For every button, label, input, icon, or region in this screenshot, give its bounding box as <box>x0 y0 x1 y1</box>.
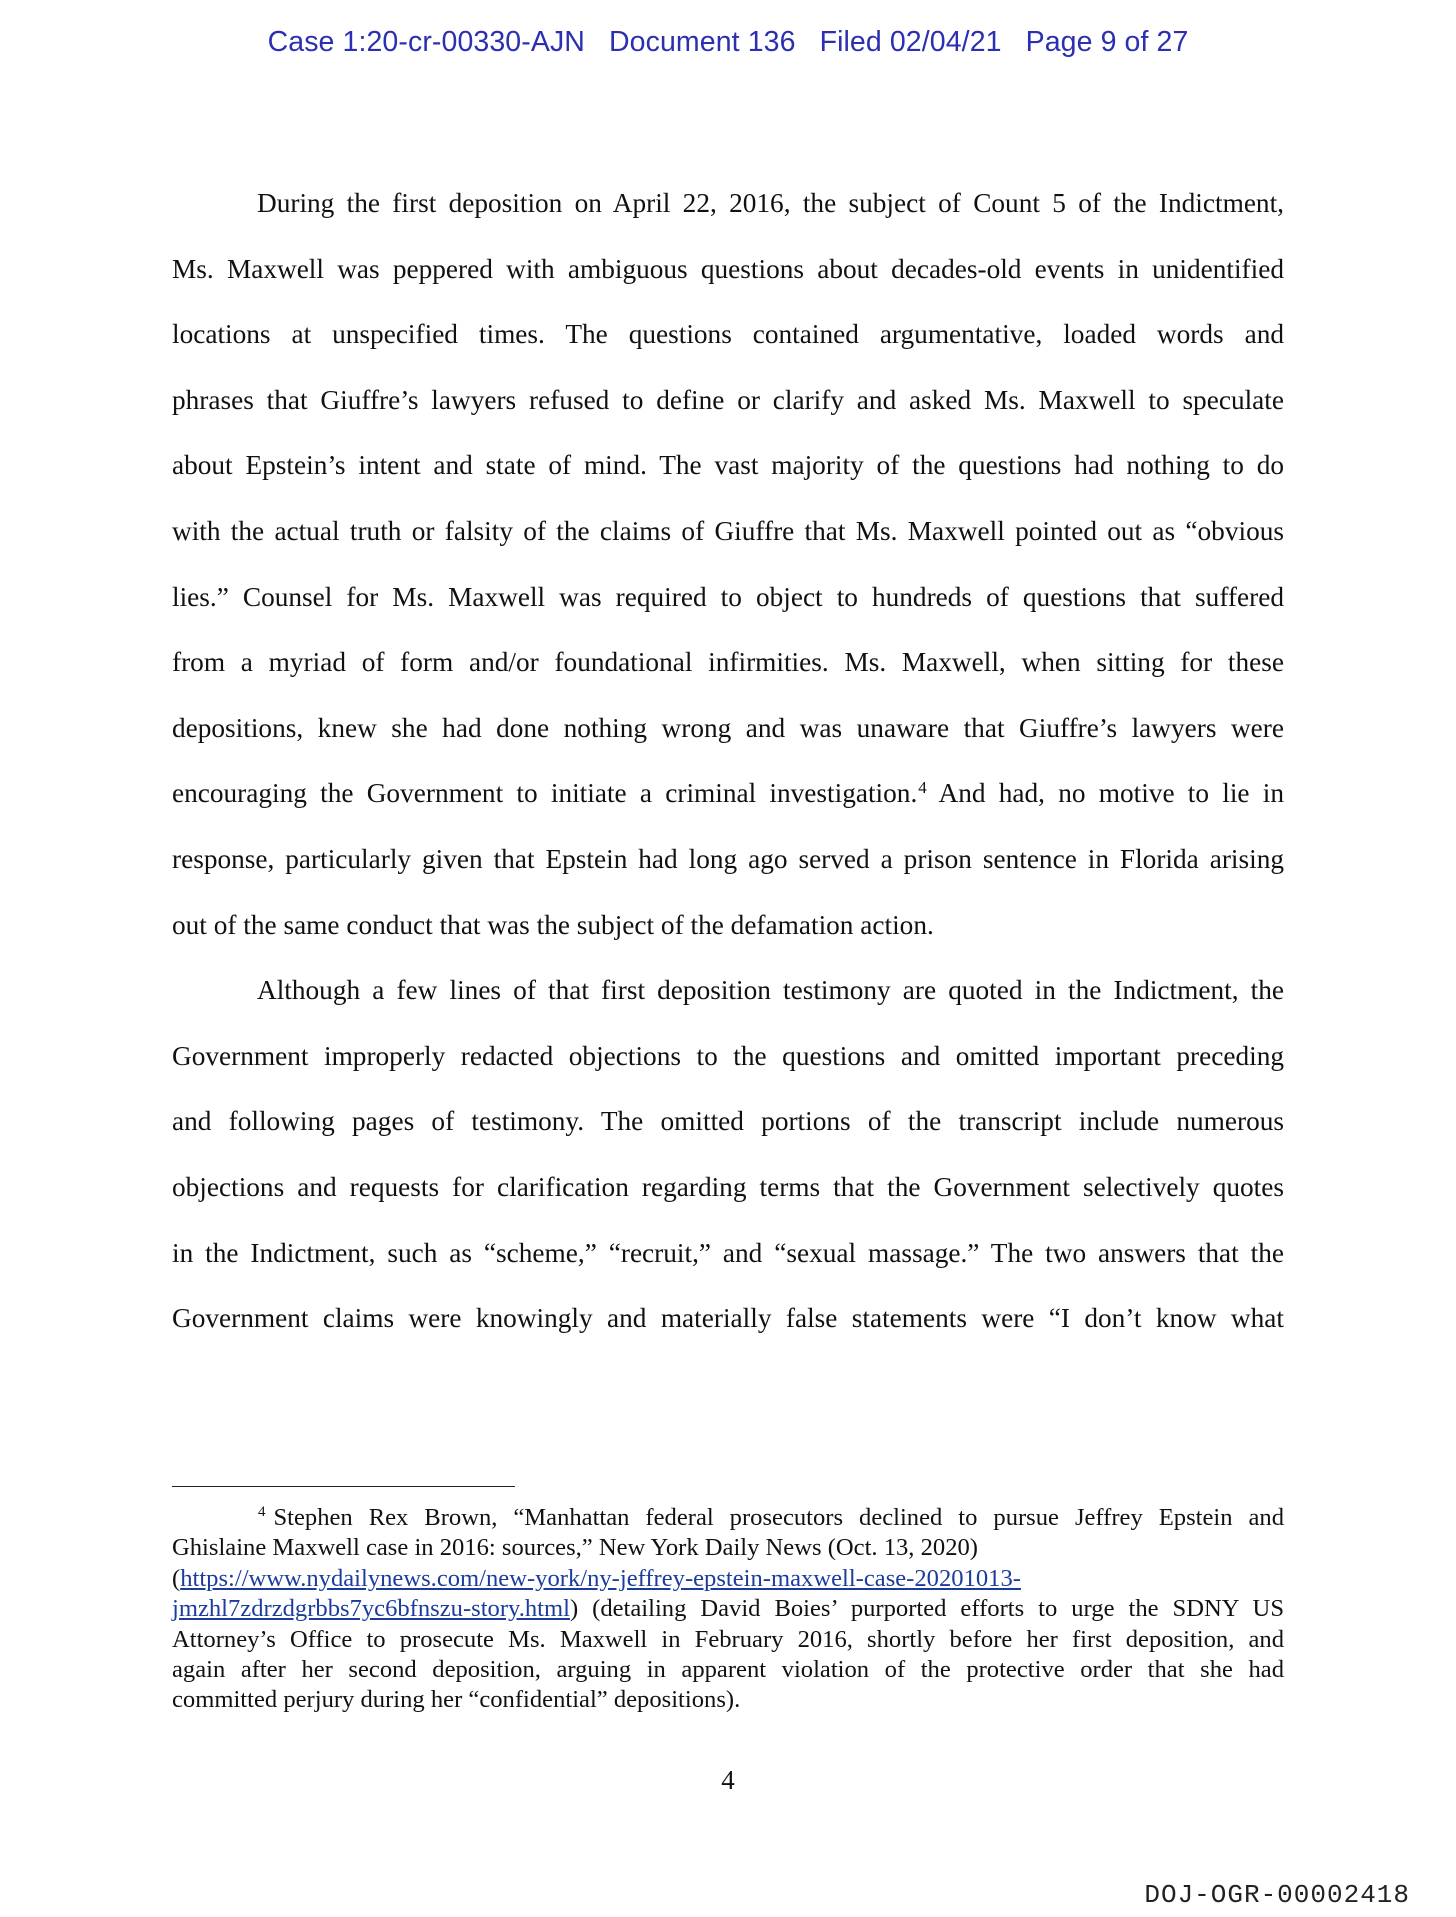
text-line: Government claims were knowingly and materially false statements were “I don’t know what <box>172 1303 1284 1334</box>
page-of-total: Page 9 of 27 <box>1025 26 1189 58</box>
footnote-separator <box>172 1486 515 1487</box>
footnote-line: again after her second deposition, arguing in apparent violation of the protective order that she had <box>172 1655 1284 1683</box>
text-fragment: And had, no motive to lie in <box>926 778 1285 809</box>
footnote-line <box>172 1564 1284 1594</box>
text-line: During the first deposition on April 22, 2016, the subject of Count 5 of the Indictment, <box>257 188 1284 218</box>
text-line: Although a few lines of that first deposition testimony are quoted in the Indictment, the <box>257 975 1284 1006</box>
footnote-text: ) (detailing David Boies’ purported efforts to urge the SDNY US <box>569 1595 1284 1623</box>
case-number: Case 1:20-cr-00330-AJN <box>267 26 585 58</box>
paragraph-1 <box>172 171 1284 958</box>
text-line: Ms. Maxwell was peppered with ambiguous questions about decades-old events in unidentified <box>172 253 1284 284</box>
footnote-line <box>172 1503 1284 1533</box>
footnote-line: Ghislaine Maxwell case in 2016: sources,” New York Daily News (Oct. 13, 2020) <box>172 1534 978 1562</box>
footnote-line: Attorney’s Office to prosecute Ms. Maxwell in February 2016, shortly before her first deposition, and <box>172 1625 1284 1653</box>
footnote-number: 4 <box>258 1504 266 1520</box>
filed-date: Filed 02/04/21 <box>819 26 1002 58</box>
article-link[interactable]: jmzhl7zdrzdgrbbs7yc6bfnszu-story.html <box>172 1595 570 1623</box>
text-line: depositions, knew she had done nothing wrong and was unaware that Giuffre’s lawyers were <box>172 712 1284 743</box>
page-number: 4 <box>721 1765 735 1795</box>
text-line: objections and requests for clarification regarding terms that the Government selectively quotes <box>172 1171 1284 1202</box>
paragraph-2 <box>172 958 1284 1352</box>
text-fragment: encouraging the Government to initiate a criminal investigation. <box>172 778 918 809</box>
text-line: about Epstein’s intent and state of mind. The vast majority of the questions had nothing to do <box>172 450 1284 481</box>
document-number: Document 136 <box>609 26 796 58</box>
footnote-line: committed perjury during her “confidential” depositions). <box>172 1686 741 1714</box>
text-line: lies.” Counsel for Ms. Maxwell was required to object to hundreds of questions that suffered <box>172 581 1284 612</box>
footnote-text: Stephen Rex Brown, “Manhattan federal prosecutors declined to pursue Jeffrey Epstein and <box>273 1504 1284 1531</box>
text-line: and following pages of testimony. The omitted portions of the transcript include numerous <box>172 1106 1284 1137</box>
text-line: in the Indictment, such as “scheme,” “recruit,” and “sexual massage.” The two answers that the <box>172 1237 1284 1268</box>
text-line-with-footnote <box>172 761 1284 827</box>
text-line: Government improperly redacted objections to the questions and omitted important preceding <box>172 1040 1284 1071</box>
body-text <box>172 171 1284 1352</box>
footnote-marker[interactable]: 4 <box>918 778 927 798</box>
footnote <box>172 1503 1284 1716</box>
ecf-header <box>0 26 1456 59</box>
footnote-text: ( <box>172 1564 181 1592</box>
text-line: from a myriad of form and/or foundational infirmities. Ms. Maxwell, when sitting for these <box>172 647 1284 678</box>
text-line: response, particularly given that Epstein had long ago served a prison sentence in Florida arising <box>172 843 1284 874</box>
text-line: with the actual truth or falsity of the claims of Giuffre that Ms. Maxwell pointed out as “obvious <box>172 515 1284 546</box>
text-line: locations at unspecified times. The questions contained argumentative, loaded words and <box>172 319 1284 350</box>
text-line: phrases that Giuffre’s lawyers refused to define or clarify and asked Ms. Maxwell to speculate <box>172 384 1284 415</box>
text-line: out of the same conduct that was the subject of the defamation action. <box>172 909 934 940</box>
footnote-line <box>172 1594 1284 1624</box>
bates-number: DOJ-OGR-00002418 <box>1144 1880 1410 1910</box>
article-link[interactable]: https://www.nydailynews.com/new-york/ny-jeffrey-epstein-maxwell-case-20201013- <box>180 1564 1021 1592</box>
